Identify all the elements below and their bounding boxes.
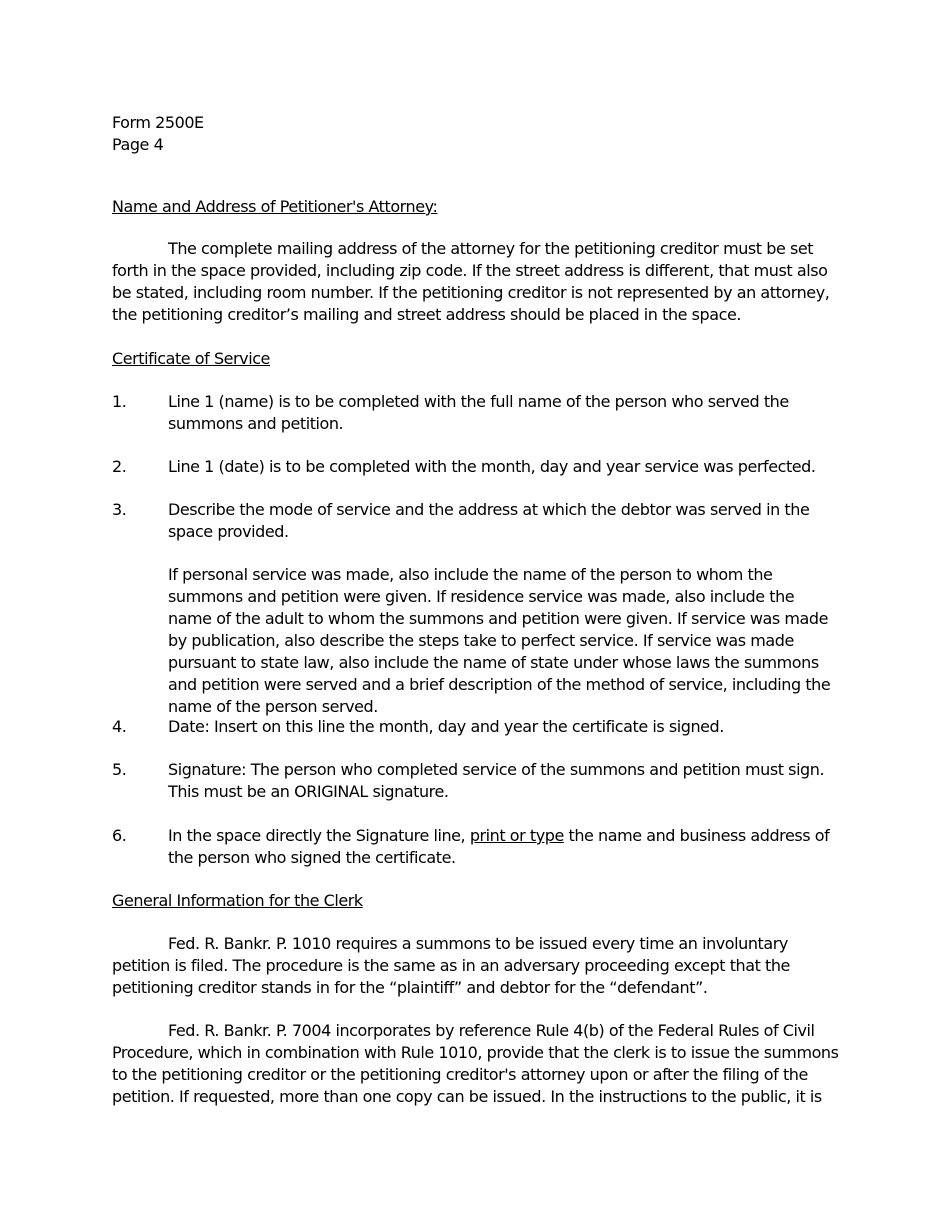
certificate-heading: Certificate of Service <box>112 349 270 368</box>
item-text: Line 1 (date) is to be completed with the month, day and year service was perfected. <box>168 457 816 476</box>
item-number: 6. <box>112 826 127 845</box>
item-number: 5. <box>112 760 127 779</box>
list-item-continuation <box>112 564 842 718</box>
list-item <box>112 456 842 478</box>
item-number: 2. <box>112 457 127 476</box>
clerk-heading: General Information for the Clerk <box>112 891 363 910</box>
item-text: Signature: The person who completed service of the summons and petition must sign. This must be an ORIGINAL signature. <box>168 760 825 801</box>
item-text: Describe the mode of service and the address at which the debtor was served in the space provided. <box>168 500 810 541</box>
item-text: Date: Insert on this line the month, day and year the certificate is signed. <box>168 717 724 736</box>
item-text <box>168 825 842 869</box>
item-number: 3. <box>112 500 127 519</box>
item-text-start: In the space directly the Signature line, <box>168 826 470 845</box>
print-or-type-emphasis: print or type <box>469 826 564 845</box>
item-text: If personal service was made, also include the name of the person to whom the summons and petition were given. If residence service was made, also include the name of the adult to whom the summons and petition were given. If service was made by publication, also describe the steps take to perfect service. If service was made pursuant to state law, also include the name of state under whose laws the summons and petition were served and a brief description of the method of service, including the name of the person served. <box>168 565 831 716</box>
attorney-paragraph: The complete mailing address of the attorney for the petitioning creditor must be set forth in the space provided, including zip code. If the street address is different, that must also be stated, including room number. If the petitioning creditor is not represented by an attorney, the petitioning creditor’s mailing and street address should be placed in the space. <box>112 239 830 324</box>
list-item <box>112 759 842 803</box>
list-item <box>112 716 842 738</box>
item-text: Line 1 (name) is to be completed with the full name of the person who served the summons and petition. <box>168 392 789 433</box>
list-item <box>112 391 842 435</box>
list-item <box>112 499 842 543</box>
form-number: Form 2500E <box>112 113 204 132</box>
item-number: 1. <box>112 392 127 411</box>
item-number: 4. <box>112 717 127 736</box>
clerk-paragraph: Fed. R. Bankr. P. 1010 requires a summons to be issued every time an involuntary petition is filed. The procedure is the same as in an adversary proceeding except that the petitioning creditor stands in for the “plaintiff” and debtor for the “defendant”. <box>112 934 790 997</box>
page-number: Page 4 <box>112 135 164 154</box>
list-item <box>112 825 842 869</box>
clerk-paragraph: Fed. R. Bankr. P. 7004 incorporates by reference Rule 4(b) of the Federal Rules of Civil Procedure, which in combination with Rule 1010, provide that the clerk is to issue the summons to the petitioning creditor or the petitioning creditor's attorney upon or after the filing of the petition. If requested, more than one copy can be issued. In the instructions to the public, it is <box>112 1021 839 1106</box>
item-text-end: the name and business address of the person who signed the certificate. <box>168 826 830 867</box>
attorney-heading: Name and Address of Petitioner's Attorney: <box>112 197 438 216</box>
